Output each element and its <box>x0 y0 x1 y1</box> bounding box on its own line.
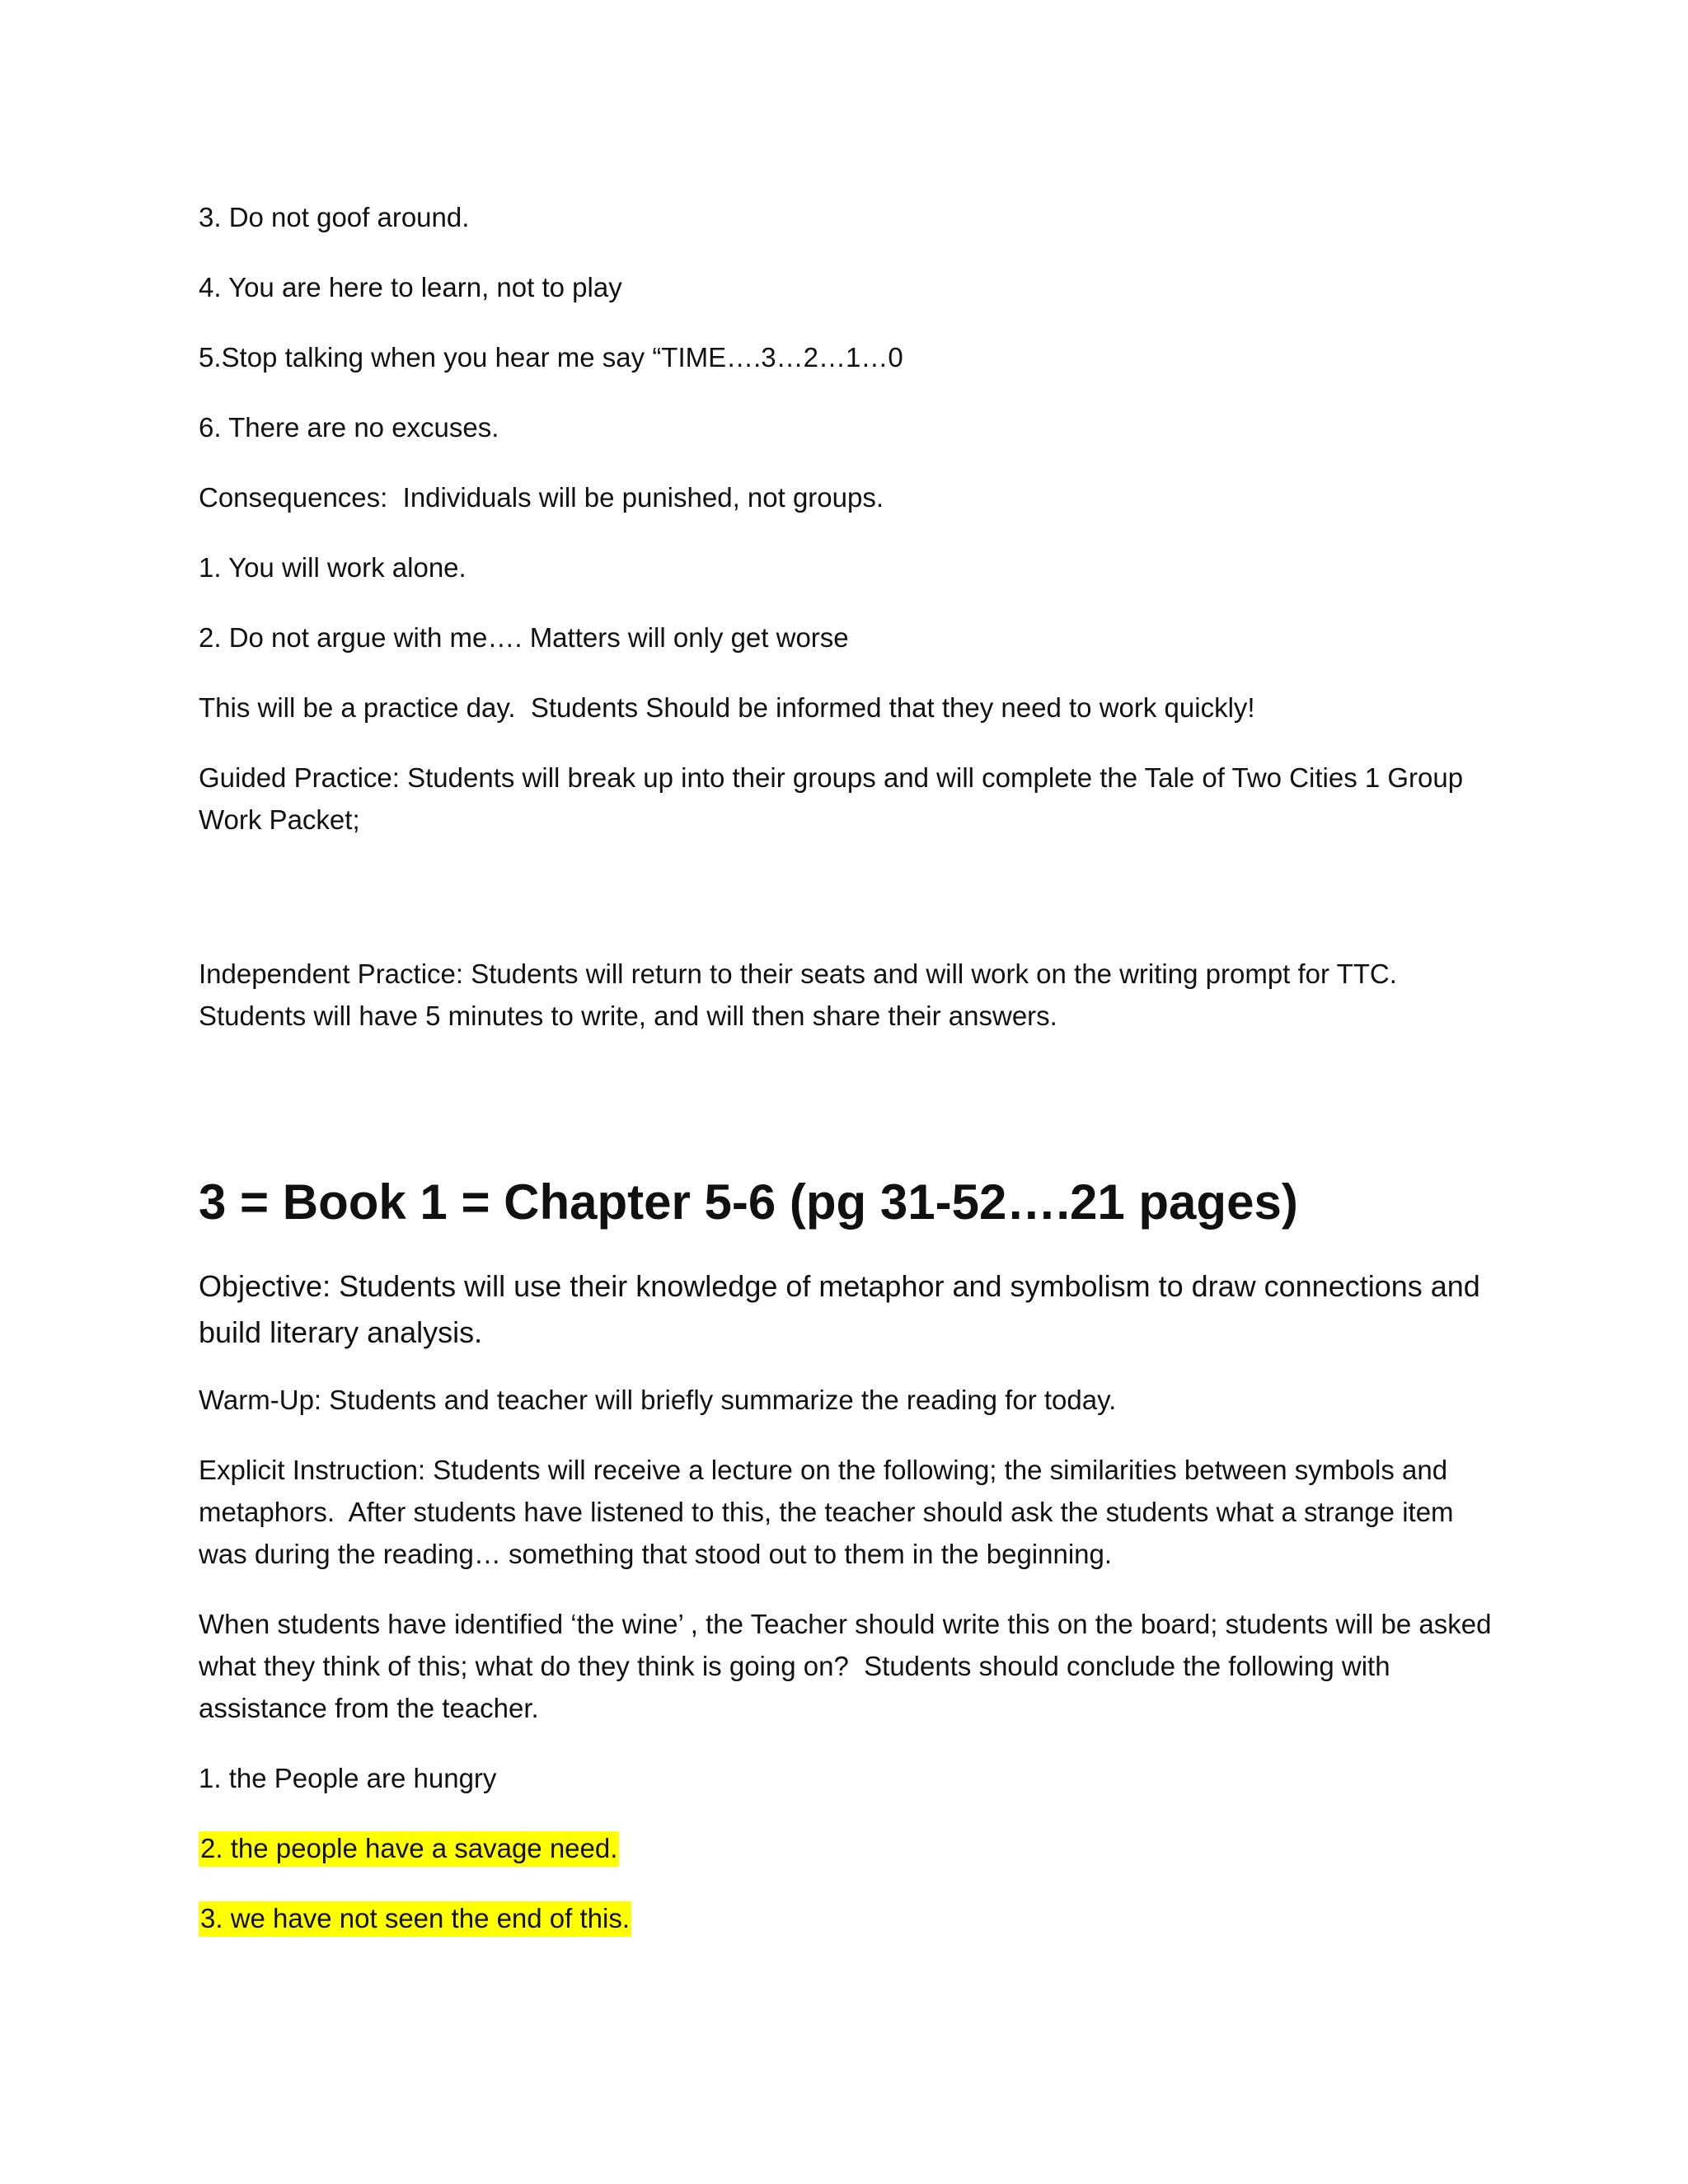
conclusion-2-row <box>199 1827 1501 1869</box>
explicit-instruction: Explicit Instruction: Students will receive a lecture on the following; the similarities between symbols and metaphors. After students have listened to this, the teacher should ask the students what a strange item was during the reading… something that stood out to them in the beginning. <box>199 1455 1461 1569</box>
rule-6: 6. There are no excuses. <box>199 412 499 443</box>
conclusion-1: 1. the People are hungry <box>199 1763 497 1793</box>
highlighted-conclusion-3: 3. we have not seen the end of this. <box>199 1901 631 1937</box>
objective: Objective: Students will use their knowledge of metaphor and symbolism to draw connections and build literary analysis. <box>199 1269 1480 1349</box>
conclusion-3-row <box>199 1897 1501 1939</box>
consequences-heading: Consequences: Individuals will be punished, not groups. <box>199 482 884 513</box>
practice-day-note: This will be a practice day. Students Should be informed that they need to work quickly! <box>199 692 1255 723</box>
rule-5: 5.Stop talking when you hear me say “TIME….3…2…1…0 <box>199 342 903 373</box>
spacer <box>199 869 1501 953</box>
independent-practice: Independent Practice: Students will return to their seats and will work on the writing prompt for TTC. Students will have 5 minutes to write, and will then share their answers. <box>199 958 1405 1031</box>
highlighted-conclusion-2: 2. the people have a savage need. <box>199 1831 619 1867</box>
rule-3: 3. Do not goof around. <box>199 202 470 232</box>
rule-4: 4. You are here to learn, not to play <box>199 272 622 302</box>
wine-paragraph: When students have identified ‘the wine’ , the Teacher should write this on the board; students will be asked what they think of this; what do they think is going on? Students should conclude the following with assistance from the teacher. <box>199 1609 1499 1723</box>
document-body <box>199 196 1501 1967</box>
consequence-2: 2. Do not argue with me…. Matters will only get worse <box>199 622 849 653</box>
section-heading: 3 = Book 1 = Chapter 5-6 (pg 31-52….21 pages) <box>199 1174 1298 1230</box>
guided-practice: Guided Practice: Students will break up into their groups and will complete the Tale of Two Cities 1 Group Work Packet; <box>199 762 1471 835</box>
consequence-1: 1. You will work alone. <box>199 552 467 583</box>
warm-up: Warm-Up: Students and teacher will briefly summarize the reading for today. <box>199 1385 1117 1415</box>
spacer <box>199 1065 1501 1169</box>
